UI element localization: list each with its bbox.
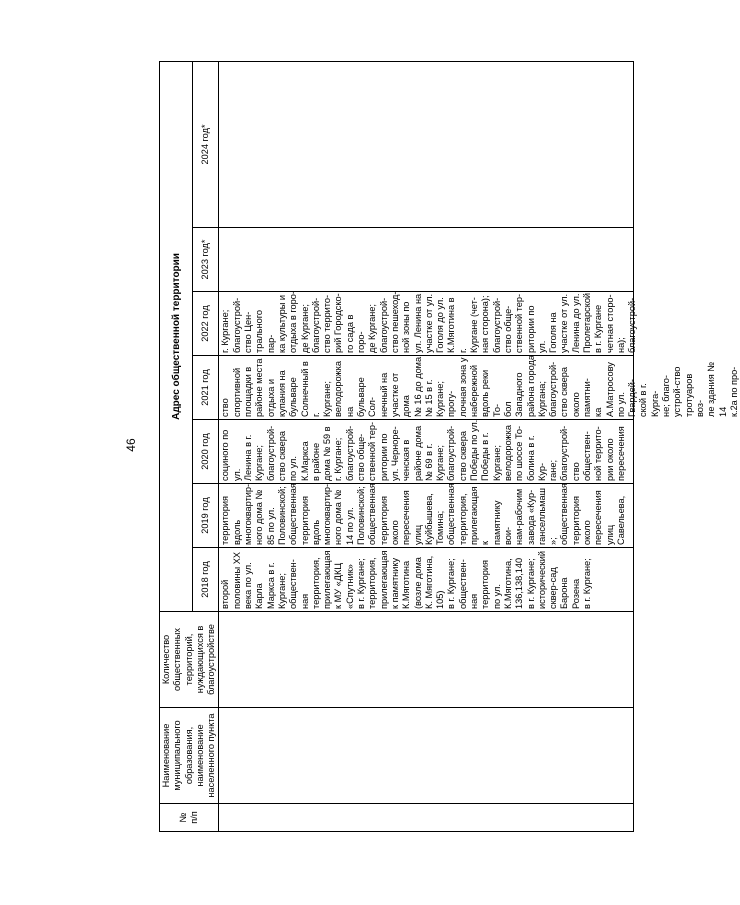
cell-municipality <box>219 708 634 804</box>
public-territories-table <box>159 61 739 832</box>
cell-2020-text: социного по ул. Ленина в г. Кургане; благоустрой- ство сквера по ул. К.Маркса в районе дома № 59 в г. Кургане; благоустрой- ство обще- ственной тер- ритории по ул. Черноре- ченская в районе дома № 69 в г. Кургане; благоустрой- ство сквера Победы по ул. Победы в г. Кургане; велодорожка по шоссе То- болина в г. Кур- гане; благоустрой- ство обществен- ной террито- рии около пересечения <box>220 419 626 481</box>
cell-2019 <box>219 484 634 548</box>
header-year-2018: 2018 год <box>193 548 219 612</box>
cell-2021 <box>219 355 739 420</box>
header-address-group: Адрес общественной территории <box>160 61 193 611</box>
cell-num <box>219 804 634 832</box>
cell-2022-text: г. Кургане; благоустрой- ство Цен- трального пар- ка культуры и отдыха в горо- де Кургане; благоустрой- ство террито- рий Городско- го сада в горо- де Кургане; благоустрой- ство пешеход- ной зоны по ул. Ленина на участке от ул. Гоголя до ул. К.Мяготина в г. Кургане (чет- ная сторона); благоустрой- ство обще- ственной тер- ритории по ул. Гоголя на участке от ул. Ленина до ул. Пролетарской в г. Кургане четная сторо- на); благоустрой- <box>220 291 638 353</box>
cell-2023 <box>219 228 634 292</box>
header-year-2023: 2023 год* <box>193 228 219 292</box>
header-year-2024: 2024 год* <box>193 61 219 227</box>
rotated-table-wrapper <box>159 62 739 832</box>
cell-2020 <box>219 420 634 484</box>
page-number: 46 <box>124 438 138 452</box>
cell-2019-text: территория вдоль многоквартир- ного дома № 85 по ул. Половинской; общественная территория вдоль многоквартир- ного дома № 14 по ул. Половинской; общественная территория около пересечения улиц Куйбышева, Томина; общественная территория, прилегающая к памятнику вои- нам-рабочим завода «Кур- ганселльмаш»; общественная территория около пересечения улиц Савельева, <box>220 483 626 545</box>
header-year-2021: 2021 год <box>193 356 219 420</box>
cell-count <box>219 612 634 708</box>
cell-2018-text: второй половины XX века по ул. Карла Маркса в г. Кургане; обществен- ная территория, прилегающая к МУ «ДКЦ «Спутник» в г. Кургане; территория, прилегающая к памятнику К.Мяготина (возле дома К. Мяготина, 105) в г. Кургане; обществен- ная территория по ул. К.Мяготина, 136,138,140 в г. Кургане; исторический сквер-сад Барона Розена в г. Кургане; <box>220 550 592 609</box>
header-year-2019: 2019 год <box>193 484 219 548</box>
header-year-2022: 2022 год <box>193 292 219 356</box>
cell-2022 <box>219 291 638 356</box>
header-count: Количество общественных территорий, нуждающихся в благоустройстве <box>160 612 219 708</box>
table-row <box>219 61 634 831</box>
cell-2021-text: ство спортивной площадки в районе места отдыха и купания на бульваре Солнечный в г. Кургане; велодорожка на бульваре Сол- нечный на участке от дома № 16 до дома № 15 в г. Кургане; прогу- лочная зона у набережной вдоль реки То- бол Западного района города Кургана; благоустрой- ство сквера около памятни- ка А.Матросову по ул. Гвардей- ской в г. Курга- не; благо- устрой-ство тротуаров воз- ле здания № 14 к.2а по про- <box>220 355 739 417</box>
header-num: № п/п <box>160 804 219 832</box>
header-year-2020: 2020 год <box>193 420 219 484</box>
cell-2024 <box>219 61 634 227</box>
header-municipality: Наименование муниципального образования, наименование населенного пункта <box>160 708 219 804</box>
cell-2018 <box>219 548 634 612</box>
